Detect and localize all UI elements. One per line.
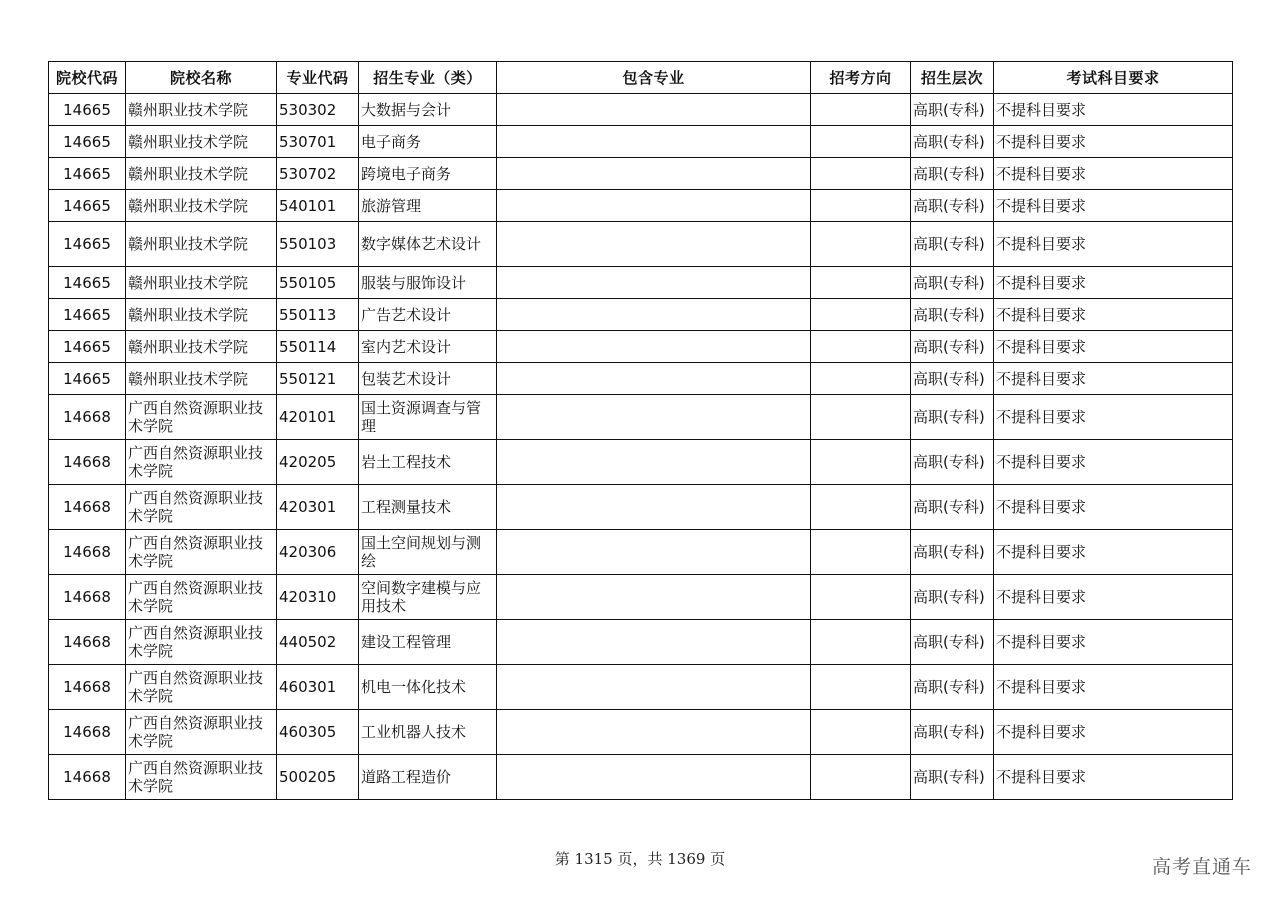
cell-major-code: 420101 — [277, 395, 359, 440]
header-included-majors: 包含专业 — [497, 62, 811, 94]
cell-level: 高职(专科) — [911, 485, 994, 530]
cell-direction — [811, 331, 911, 363]
cell-level: 高职(专科) — [911, 755, 994, 800]
cell-level: 高职(专科) — [911, 267, 994, 299]
cell-level: 高职(专科) — [911, 126, 994, 158]
cell-requirement: 不提科目要求 — [994, 267, 1233, 299]
table-row — [49, 94, 1233, 126]
cell-school-code: 14665 — [49, 363, 126, 395]
cell-requirement: 不提科目要求 — [994, 331, 1233, 363]
cell-school-code: 14665 — [49, 190, 126, 222]
cell-school-code: 14665 — [49, 126, 126, 158]
cell-major: 工程测量技术 — [359, 485, 497, 530]
cell-school-name: 赣州职业技术学院 — [126, 267, 277, 299]
cell-requirement: 不提科目要求 — [994, 94, 1233, 126]
cell-major: 空间数字建模与应用技术 — [359, 575, 497, 620]
watermark: 高考直通车 — [1151, 856, 1252, 878]
cell-included-majors — [497, 331, 811, 363]
cell-school-name: 赣州职业技术学院 — [126, 363, 277, 395]
cell-school-code: 14665 — [49, 267, 126, 299]
cell-level: 高职(专科) — [911, 710, 994, 755]
admissions-table — [48, 61, 1233, 800]
cell-school-name: 广西自然资源职业技术学院 — [126, 665, 277, 710]
cell-school-code: 14668 — [49, 395, 126, 440]
cell-requirement: 不提科目要求 — [994, 363, 1233, 395]
cell-major-code: 550121 — [277, 363, 359, 395]
cell-major: 岩土工程技术 — [359, 440, 497, 485]
cell-included-majors — [497, 395, 811, 440]
table-row — [49, 331, 1233, 363]
cell-direction — [811, 440, 911, 485]
header-school-code: 院校代码 — [49, 62, 126, 94]
cell-major: 服装与服饰设计 — [359, 267, 497, 299]
cell-school-code: 14665 — [49, 299, 126, 331]
cell-included-majors — [497, 363, 811, 395]
cell-direction — [811, 575, 911, 620]
cell-major: 室内艺术设计 — [359, 331, 497, 363]
cell-school-code: 14665 — [49, 331, 126, 363]
cell-major: 国土空间规划与测绘 — [359, 530, 497, 575]
page-footer: 第 1315 页，共 1369 页 — [554, 850, 726, 868]
table-header — [49, 62, 1233, 94]
header-row — [49, 62, 1233, 94]
cell-school-code: 14668 — [49, 755, 126, 800]
cell-school-name: 赣州职业技术学院 — [126, 222, 277, 267]
table-row — [49, 710, 1233, 755]
cell-included-majors — [497, 665, 811, 710]
table-body — [49, 94, 1233, 800]
cell-major: 大数据与会计 — [359, 94, 497, 126]
cell-requirement: 不提科目要求 — [994, 222, 1233, 267]
cell-major: 建设工程管理 — [359, 620, 497, 665]
cell-major-code: 420205 — [277, 440, 359, 485]
cell-level: 高职(专科) — [911, 299, 994, 331]
cell-school-code: 14665 — [49, 94, 126, 126]
header-requirement: 考试科目要求 — [994, 62, 1233, 94]
cell-included-majors — [497, 575, 811, 620]
table-row — [49, 620, 1233, 665]
cell-included-majors — [497, 440, 811, 485]
cell-school-name: 广西自然资源职业技术学院 — [126, 395, 277, 440]
cell-requirement: 不提科目要求 — [994, 126, 1233, 158]
cell-requirement: 不提科目要求 — [994, 620, 1233, 665]
header-major: 招生专业（类） — [359, 62, 497, 94]
cell-school-code: 14668 — [49, 710, 126, 755]
cell-level: 高职(专科) — [911, 620, 994, 665]
cell-direction — [811, 190, 911, 222]
cell-requirement: 不提科目要求 — [994, 575, 1233, 620]
cell-direction — [811, 665, 911, 710]
cell-major: 工业机器人技术 — [359, 710, 497, 755]
cell-level: 高职(专科) — [911, 665, 994, 710]
table-row — [49, 575, 1233, 620]
cell-major-code: 550113 — [277, 299, 359, 331]
cell-direction — [811, 710, 911, 755]
cell-included-majors — [497, 94, 811, 126]
cell-level: 高职(专科) — [911, 94, 994, 126]
cell-school-name: 广西自然资源职业技术学院 — [126, 440, 277, 485]
cell-direction — [811, 530, 911, 575]
cell-included-majors — [497, 126, 811, 158]
table-row — [49, 530, 1233, 575]
cell-direction — [811, 363, 911, 395]
cell-major: 旅游管理 — [359, 190, 497, 222]
cell-requirement: 不提科目要求 — [994, 158, 1233, 190]
cell-level: 高职(专科) — [911, 158, 994, 190]
cell-major-code: 420301 — [277, 485, 359, 530]
cell-requirement: 不提科目要求 — [994, 710, 1233, 755]
header-direction: 招考方向 — [811, 62, 911, 94]
cell-major: 跨境电子商务 — [359, 158, 497, 190]
cell-included-majors — [497, 158, 811, 190]
cell-school-name: 赣州职业技术学院 — [126, 158, 277, 190]
cell-direction — [811, 395, 911, 440]
table-row — [49, 267, 1233, 299]
cell-level: 高职(专科) — [911, 395, 994, 440]
cell-direction — [811, 299, 911, 331]
cell-direction — [811, 158, 911, 190]
table-row — [49, 485, 1233, 530]
cell-requirement: 不提科目要求 — [994, 440, 1233, 485]
cell-included-majors — [497, 267, 811, 299]
cell-school-name: 广西自然资源职业技术学院 — [126, 530, 277, 575]
table-row — [49, 158, 1233, 190]
table-row — [49, 755, 1233, 800]
cell-major-code: 530302 — [277, 94, 359, 126]
cell-school-code: 14668 — [49, 440, 126, 485]
cell-major: 广告艺术设计 — [359, 299, 497, 331]
cell-major-code: 550114 — [277, 331, 359, 363]
cell-major: 包装艺术设计 — [359, 363, 497, 395]
cell-major: 机电一体化技术 — [359, 665, 497, 710]
table-row — [49, 363, 1233, 395]
cell-direction — [811, 94, 911, 126]
table-row — [49, 665, 1233, 710]
cell-major-code: 540101 — [277, 190, 359, 222]
cell-requirement: 不提科目要求 — [994, 299, 1233, 331]
cell-school-code: 14668 — [49, 530, 126, 575]
cell-school-code: 14668 — [49, 665, 126, 710]
cell-level: 高职(专科) — [911, 575, 994, 620]
table-row — [49, 299, 1233, 331]
cell-major-code: 550105 — [277, 267, 359, 299]
cell-requirement: 不提科目要求 — [994, 395, 1233, 440]
cell-direction — [811, 126, 911, 158]
table-row — [49, 222, 1233, 267]
cell-major: 电子商务 — [359, 126, 497, 158]
cell-level: 高职(专科) — [911, 222, 994, 267]
cell-major-code: 420306 — [277, 530, 359, 575]
cell-school-name: 赣州职业技术学院 — [126, 94, 277, 126]
cell-level: 高职(专科) — [911, 363, 994, 395]
cell-school-code: 14668 — [49, 575, 126, 620]
cell-major: 道路工程造价 — [359, 755, 497, 800]
cell-school-name: 广西自然资源职业技术学院 — [126, 710, 277, 755]
table-row — [49, 440, 1233, 485]
cell-major: 数字媒体艺术设计 — [359, 222, 497, 267]
cell-school-name: 赣州职业技术学院 — [126, 331, 277, 363]
cell-included-majors — [497, 299, 811, 331]
cell-requirement: 不提科目要求 — [994, 190, 1233, 222]
cell-school-code: 14668 — [49, 620, 126, 665]
cell-school-name: 广西自然资源职业技术学院 — [126, 485, 277, 530]
cell-major-code: 460301 — [277, 665, 359, 710]
cell-level: 高职(专科) — [911, 331, 994, 363]
cell-level: 高职(专科) — [911, 190, 994, 222]
cell-requirement: 不提科目要求 — [994, 665, 1233, 710]
table-row — [49, 126, 1233, 158]
cell-major-code: 530701 — [277, 126, 359, 158]
cell-included-majors — [497, 190, 811, 222]
cell-included-majors — [497, 485, 811, 530]
cell-major-code: 460305 — [277, 710, 359, 755]
cell-school-code: 14668 — [49, 485, 126, 530]
table-row — [49, 190, 1233, 222]
cell-school-name: 广西自然资源职业技术学院 — [126, 755, 277, 800]
table-row — [49, 395, 1233, 440]
cell-major-code: 530702 — [277, 158, 359, 190]
cell-major: 国土资源调查与管理 — [359, 395, 497, 440]
cell-requirement: 不提科目要求 — [994, 530, 1233, 575]
header-major-code: 专业代码 — [277, 62, 359, 94]
cell-school-name: 赣州职业技术学院 — [126, 190, 277, 222]
cell-included-majors — [497, 530, 811, 575]
cell-school-name: 广西自然资源职业技术学院 — [126, 620, 277, 665]
cell-major-code: 550103 — [277, 222, 359, 267]
cell-direction — [811, 222, 911, 267]
cell-major-code: 420310 — [277, 575, 359, 620]
cell-school-name: 广西自然资源职业技术学院 — [126, 575, 277, 620]
cell-direction — [811, 267, 911, 299]
cell-school-name: 赣州职业技术学院 — [126, 299, 277, 331]
cell-major-code: 440502 — [277, 620, 359, 665]
cell-school-code: 14665 — [49, 158, 126, 190]
cell-included-majors — [497, 755, 811, 800]
cell-direction — [811, 620, 911, 665]
cell-requirement: 不提科目要求 — [994, 485, 1233, 530]
cell-level: 高职(专科) — [911, 440, 994, 485]
cell-school-code: 14665 — [49, 222, 126, 267]
cell-included-majors — [497, 620, 811, 665]
cell-direction — [811, 485, 911, 530]
cell-included-majors — [497, 710, 811, 755]
cell-direction — [811, 755, 911, 800]
cell-school-name: 赣州职业技术学院 — [126, 126, 277, 158]
cell-major-code: 500205 — [277, 755, 359, 800]
header-school-name: 院校名称 — [126, 62, 277, 94]
cell-requirement: 不提科目要求 — [994, 755, 1233, 800]
cell-level: 高职(专科) — [911, 530, 994, 575]
header-level: 招生层次 — [911, 62, 994, 94]
cell-included-majors — [497, 222, 811, 267]
